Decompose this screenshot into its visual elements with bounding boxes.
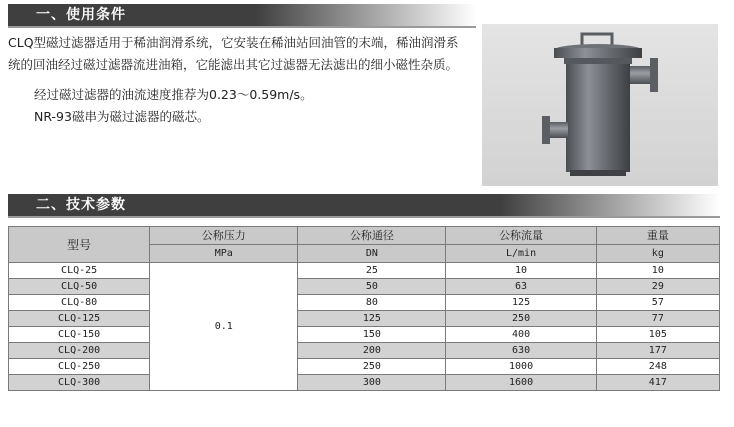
cell-weight: 105 xyxy=(596,327,719,343)
cell-dn: 300 xyxy=(298,375,446,391)
cell-flow: 1600 xyxy=(446,375,596,391)
cell-flow: 630 xyxy=(446,343,596,359)
cell-flow: 400 xyxy=(446,327,596,343)
cell-weight: 248 xyxy=(596,359,719,375)
cell-model: CLQ-25 xyxy=(9,263,150,279)
cell-model: CLQ-50 xyxy=(9,279,150,295)
cell-dn: 250 xyxy=(298,359,446,375)
cell-dn: 150 xyxy=(298,327,446,343)
header-flow: 公称流量 xyxy=(446,227,596,245)
table-row xyxy=(9,311,720,327)
magnetic-filter-image xyxy=(482,24,718,186)
cell-model: CLQ-250 xyxy=(9,359,150,375)
section2-header xyxy=(8,194,720,218)
spec-table xyxy=(8,226,720,391)
header-pressure: 公称压力 xyxy=(150,227,298,245)
header-pressure-unit: MPa xyxy=(150,245,298,263)
table-row xyxy=(9,375,720,391)
header-model: 型号 xyxy=(9,227,150,263)
table-row xyxy=(9,359,720,375)
table-row xyxy=(9,343,720,359)
usage-paragraph-1: CLQ型磁过滤器适用于稀油润滑系统，它安装在稀油站回油管的末端，稀油润滑系统的回油经过磁过滤器流进油箱，它能滤出其它过滤器无法滤出的细小磁性杂质。 xyxy=(8,35,459,72)
cell-dn: 125 xyxy=(298,311,446,327)
cell-dn: 25 xyxy=(298,263,446,279)
cell-weight: 57 xyxy=(596,295,719,311)
section1-title: 一、使用条件 xyxy=(36,7,126,23)
cell-model: CLQ-150 xyxy=(9,327,150,343)
cell-flow: 250 xyxy=(446,311,596,327)
usage-text xyxy=(8,32,470,128)
product-photo xyxy=(482,24,718,186)
table-row xyxy=(9,295,720,311)
cell-model: CLQ-200 xyxy=(9,343,150,359)
cell-pressure: 0.1 xyxy=(150,263,298,391)
cell-dn: 200 xyxy=(298,343,446,359)
cell-weight: 417 xyxy=(596,375,719,391)
cell-model: CLQ-80 xyxy=(9,295,150,311)
header-diameter: 公称通径 xyxy=(298,227,446,245)
cell-flow: 125 xyxy=(446,295,596,311)
table-row xyxy=(9,327,720,343)
usage-paragraph-2: 经过磁过滤器的油流速度推荐为0.23～0.59m/s。 xyxy=(34,87,313,102)
cell-flow: 10 xyxy=(446,263,596,279)
section1-header xyxy=(8,4,476,28)
cell-flow: 63 xyxy=(446,279,596,295)
table-row xyxy=(9,263,720,279)
table-header-row xyxy=(9,227,720,245)
cell-model: CLQ-300 xyxy=(9,375,150,391)
header-weight: 重量 xyxy=(596,227,719,245)
cell-weight: 177 xyxy=(596,343,719,359)
cell-dn: 50 xyxy=(298,279,446,295)
header-fade xyxy=(500,194,720,216)
cell-model: CLQ-125 xyxy=(9,311,150,327)
section2-title: 二、技术参数 xyxy=(36,197,126,213)
cell-flow: 1000 xyxy=(446,359,596,375)
usage-paragraph-3: NR-93磁串为磁过滤器的磁芯。 xyxy=(34,109,210,124)
table-row xyxy=(9,279,720,295)
cell-dn: 80 xyxy=(298,295,446,311)
header-flow-unit: L/min xyxy=(446,245,596,263)
cell-weight: 29 xyxy=(596,279,719,295)
header-fade xyxy=(256,4,476,26)
header-diameter-unit: DN xyxy=(298,245,446,263)
header-weight-unit: kg xyxy=(596,245,719,263)
cell-weight: 77 xyxy=(596,311,719,327)
cell-weight: 10 xyxy=(596,263,719,279)
